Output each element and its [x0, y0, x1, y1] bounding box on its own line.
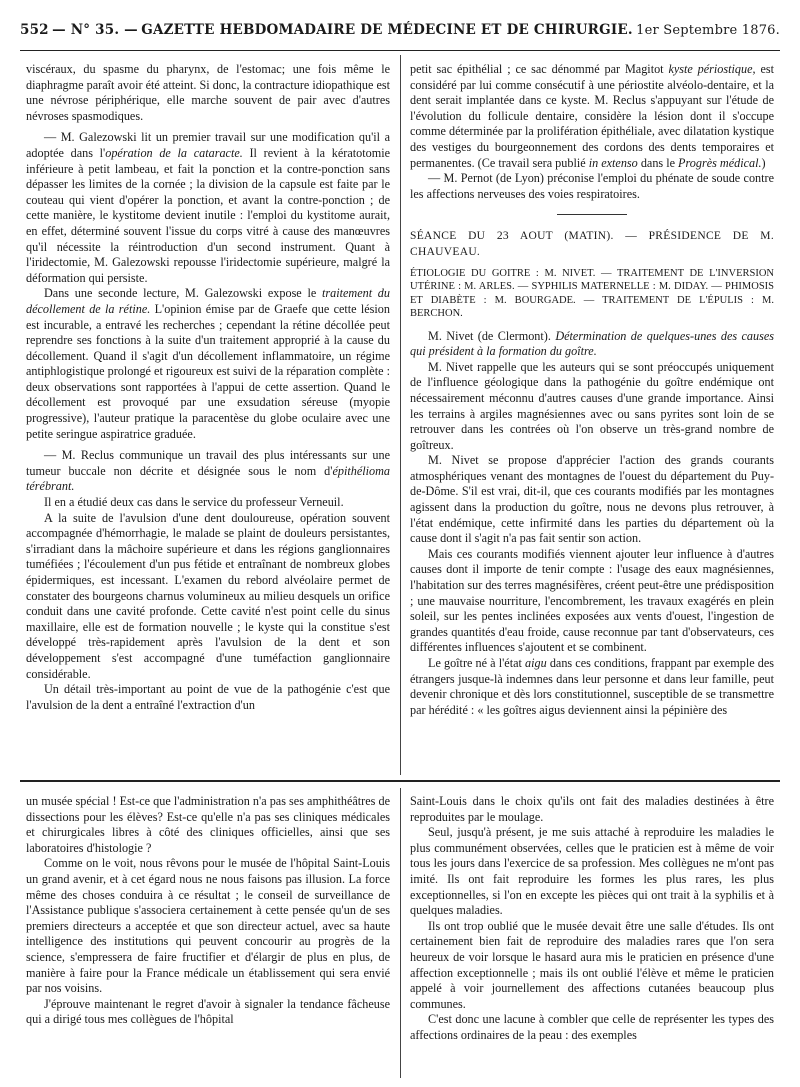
paragraph: Comme on le voit, nous rêvons pour le musée de l'hôpital Saint-Louis un grand avenir, et à cet égard nous ne nous faisons pas illusion. La force même des choses conduira à ce résultat ; le conseil de surveillance de l'Assistance publique s'associera certainement à cette pensée qu'un de ses premiers directeurs a acceptée et que son directeur actuel, avec sa haute intelligence des institutions qui peuvent concourir au progrès de la science, s'empressera de faire fructifier et d'élargir de plus en plus, de manière à faire pour la France médicale un établissement qui sera envié par nos voisins. [26, 856, 390, 996]
column-4 [410, 794, 774, 1044]
paragraph-nivet-title: M. Nivet (de Clermont). Détermination de quelques-unes des causes qui président à la formation du goître. [410, 328, 774, 359]
paragraph: M. Nivet rappelle que les auteurs qui se sont préoccupés uniquement de l'influence géologique dans la pathogénie du goître endémique ont nécessairement méconnu d'autres causes d'une grande importance. Ainsi les terrains à argiles magnésiennes avec ou sans pyrites sont loin de se retrouver dans les contrées où l'on observe un très-grand nombre de goîtreux. [410, 359, 774, 452]
paragraph-reclus: — M. Reclus communique un travail des plus intéressants sur une tumeur buccale non décrite et désignée sous le nom d'épithélioma térébrant. [26, 448, 390, 494]
paragraph: M. Nivet se propose d'apprécier l'action des grands courants atmosphériques venant des montagnes de l'ouest du département du Puy-de-Dôme. S'il est vrai, dit-il, que ces courants modifiés par les montagnes agissent dans la production du goître, nous ne devons plus retrouver, à l'état endémique, cette infirmité dans les parties du département où la cause dont il s'agit n'a pas fait sentir son action. [410, 453, 774, 546]
paragraph: J'éprouve maintenant le regret d'avoir à signaler la tendance fâcheuse qui a dirigé tous mes collègues de l'hôpital [26, 996, 390, 1027]
column-1 [26, 62, 390, 713]
page-number: 552 [20, 22, 49, 38]
paragraph: A la suite de l'avulsion d'une dent douloureuse, opération souvent accompagnée d'hémorrhagie, le malade se plaint de douleurs persistantes, s'irradiant dans la mâchoire supérieure et dans les régions ganglionnaires tuméfiées ; l'écoulement d'un pus fétide et entraînant de nombreux globes épidermiques, est incessant. L'examen du rebord alvéolaire permet de constater des bourgeons charnus volumineux au milieu desquels un orifice conduit dans une cavité profonde. Cette cavité n'est point celle du sinus maxillaire, elle est de formation nouvelle ; le kyste qui la constitue s'est développé très-rapidement après l'avulsion de la dent et son développement s'est accompagné d'une tuméfaction ganglionnaire considérable. [26, 510, 390, 681]
paragraph-galezowski-cataract: — M. Galezowski lit un premier travail sur une modification qu'il a adoptée dans l'opération de la cataracte. Il revient à la kératotomie inférieure à petit lambeau, et fait la ponction et la contre-ponction sans dépasser les limites de la cornée ; la division de la capsule est faite par le couteau qui vient d'opérer la ponction, et avant la contre-ponction ; de cette manière, le kystitome devient inutile : l'emploi du kystitome aurait, en effet, déterminé souvent l'issue du corps vitré à cause des manœuvres qu'il nécessite la réintroduction d'un second instrument. Quant à l'iridectomie, M. Galezowski repousse l'iridectomie supérieure, malgré la déformation qui persiste. [26, 130, 390, 285]
paragraph: Ils ont trop oublié que le musée devait être une salle d'études. Ils ont certainement bien fait de reproduire des maladies rares que l'on sera heureux de voir lorsque le hasard aura mis le praticien en présence d'une affection exceptionnelle ; mais ils ont oublié l'élève et même le praticien appelé à voir journellement des affections cutanées beaucoup plus communes. [410, 918, 774, 1011]
paragraph: Mais ces courants modifiés viennent ajouter leur influence à d'autres causes dont il importe de tenir compte : l'usage des eaux magnésiennes, l'habitation sur des terres magnésifères, créent peut-être une prédisposition ; une mauvaise nourriture, l'encombrement, les travaux exagérés en plein soleil, sur les pentes inclinées exposées aux vents d'ouest, l'ingestion de grandes quantités d'eau froide, cause reconnue par tant d'observateurs, ces différentes influences s'ajoutent et se combinent. [410, 546, 774, 655]
session-summary: ÉTIOLOGIE DU GOITRE : M. NIVET. — TRAITEMENT DE L'INVERSION UTÉRINE : M. ARLES. — SYPHILIS MATERNELLE : M. DIDAY. — PHIMOSIS ET DIABÈTE : M. BOURGADE. — TRAITEMENT DE L'ÉPULIS : M. BERCHON. [410, 267, 774, 320]
short-rule [557, 214, 627, 215]
column-2 [410, 62, 774, 718]
section-separator [20, 780, 780, 782]
paragraph: Il en a étudié deux cas dans le service du professeur Verneuil. [44, 495, 344, 510]
paragraph-magitot: petit sac épithélial ; ce sac dénommé par Magitot kyste périostique, est considéré par lui comme consécutif à une périostite alvéolo-dentaire, et la dent serait implantée dans ce kyste. M. Reclus s'appuyant sur l'étude de l'évolution du follicule dentaire, considère la lésion dont il s'occupe comme déterminée par la prolifération épithéliale, avec dilatation kystique des vestiges du bourgeonnement des cordons des dents temporaires et permanentes. (Ce travail sera publié in extenso dans le Progrès médical.) [410, 62, 774, 170]
paragraph: Seul, jusqu'à présent, je me suis attaché à reproduire les maladies le plus communément observées, celles que le praticien est à même de voir tous les jours dans l'exercice de sa profession. Mes collègues ne m'ont pas imité. Ils ont fait reproduire les formes les plus rares, les plus exceptionnelles, si l'on en excepte les pièces qui ont trait à la syphilis et à quelques maladies. [410, 825, 774, 918]
paragraph-pernot: — M. Pernot (de Lyon) préconise l'emploi du phénate de soude contre les affections nerveuses des voies respiratoires. [410, 171, 774, 201]
journal-title: GAZETTE HEBDOMADAIRE DE MÉDECINE ET DE CHIRURGIE. [141, 22, 633, 38]
issue-date: 1er Septembre 1876. [636, 23, 780, 38]
page-header [20, 22, 780, 44]
paragraph: un musée spécial ! Est-ce que l'administration n'a pas ses amphithéâtres de dissections pour les élèves? Est-ce qu'elle n'a pas ses cliniques médicales et chirurgicales libres à côté des cliniques officielles, ainsi que ses laboratoires d'histologie ? [26, 794, 390, 855]
paragraph: viscéraux, du spasme du pharynx, de l'estomac; une fois même le diaphragme paraît avoir été atteint. Si donc, la contracture idiopathique est une névrose périphérique, elle marche souvent de pair avec d'autres névroses spasmodiques. [26, 62, 390, 123]
paragraph: Saint-Louis dans le choix qu'ils ont fait des maladies destinées à être reproduites par le moulage. [410, 794, 774, 824]
session-heading: SÉANCE DU 23 AOUT (MATIN). — PRÉSIDENCE DE M. CHAUVEAU. [410, 230, 774, 258]
paragraph-galezowski-retina: Dans une seconde lecture, M. Galezowski expose le traitement du décollement de la rétine. L'opinion émise par de Graefe que cette lésion est incurable, a entravé les recherches ; cependant la rétine décollée peut reprendre ses fonctions à la suite d'un traitement approprié à la cause du décollement. Quand il s'agit d'un décollement inflammatoire, un régime antiphlogistique prolongé et rigoureux est suivi de la réparation complète : deux observations sont rapportées à l'appui de cette assertion. Quand le décollement est provoqué par une exsudation séreuse (myopie progressive), l'auteur pratique la paracentèse du globe oculaire avec une petite seringue aspiratrice graduée. [26, 286, 390, 441]
issue-number: — N° 35. — [52, 22, 138, 38]
paragraph: Un détail très-important au point de vue de la pathogénie c'est que l'avulsion de la dent a entraîné l'extraction d'un [26, 682, 390, 712]
paragraph: C'est donc une lacune à combler que celle de représenter les types des affections ordinaires de la peau : des exemples [410, 1012, 774, 1042]
column-divider-top [400, 55, 401, 775]
paragraph-goitre-aigu: Le goître né à l'état aigu dans ces conditions, frappant par exemple des étrangers jusque-là indemnes dans leur personne et dans leur famille, peut devenir chronique et dès lors constitutionnel, susceptible de se transmettre par hérédité : « les goîtres aigus deviennent ainsi la pépinière des [410, 656, 775, 717]
column-3 [26, 794, 390, 1028]
header-rule [20, 50, 780, 51]
column-divider-bottom [400, 788, 401, 1078]
